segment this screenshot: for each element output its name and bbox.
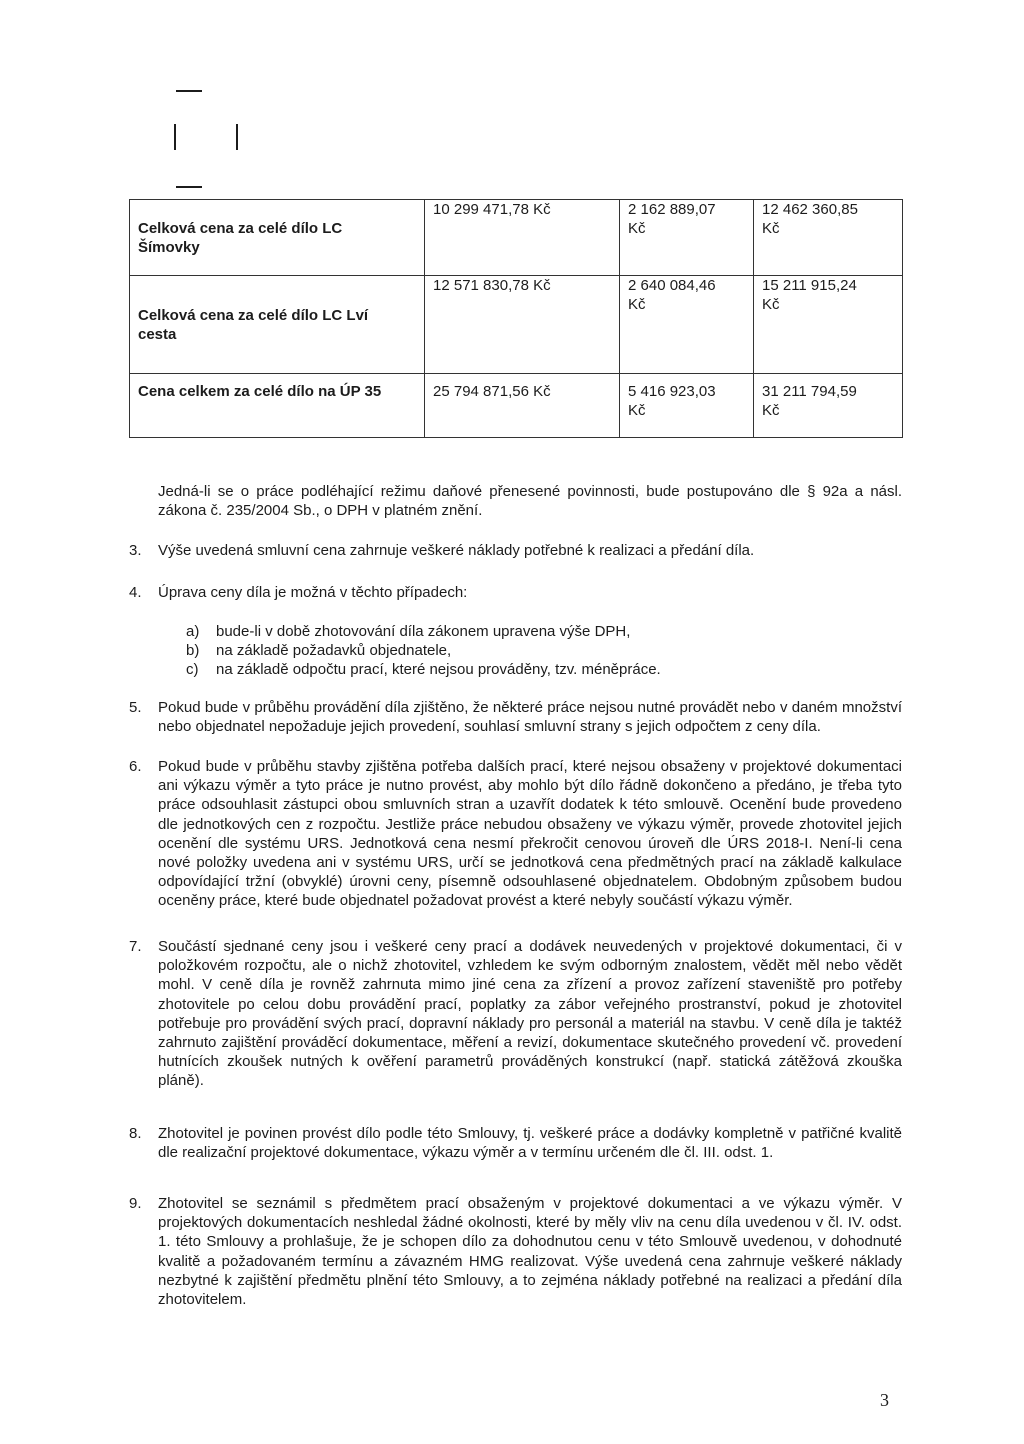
sub-item-letter: c) — [186, 661, 199, 678]
sub-item-letter: a) — [186, 623, 200, 640]
item-text: Zhotovitel se seznámil s předmětem prací obsaženým v projektové dokumentaci a ve výkazu výměr. V projektových dokumentacích neshledal žádné okolnosti, které by měly vliv na cenu díla uvedenou v čl. IV. odst. 1. této Smlouvy a prohlašuje, že je schopen dílo za dohodnutou cenu v této Smlouvě uvedenou, v dohodnuté kvalitě a požadovaném termínu a závazném HMG realizovat. Výše uvedená cena zahrnuje veškeré náklady nezbytné k zajištění předmětu plnění této Smlouvy, a to zejména náklady potřebné na realizaci a předání díla zhotovitelem. — [158, 1195, 902, 1309]
item-number: 8. — [129, 1125, 142, 1142]
scan-mark-top — [176, 90, 202, 92]
sub-item-letter: b) — [186, 642, 200, 659]
item-text: Úprava ceny díla je možná v těchto případech: — [158, 584, 468, 601]
item-text: Součástí sjednané ceny jsou i veškeré ceny prací a dodávek neuvedených v projektové dokumentaci, či v položkovém rozpočtu, ale o nichž zhotovitel, vzhledem ke svým odborným znalostem, vědět měl nebo vědět mohl. V ceně díla je rovněž zahrnuta mimo jiné cena za zřízení a provoz zařízení staveniště pro potřeby zhotovitele po celou dobu provádění prací, poplatky za zábor veřejného prostranství, pokud je zhotovitel potřebuje pro provádění svých prací, dopravní náklady pro personál a materiál na stavbu. V ceně díla je taktéž zahrnuto zajištění prováděcí dokumentace, měření a revizí, dokumentace skutečného provedení vč. provedení hutnících zkoušek nutných k ověření parametrů prováděných konstrukcí (např. statická zátěžová zkouška pláně). — [158, 938, 902, 1090]
vat-amount: 5 416 923,03 Kč — [620, 374, 754, 438]
sub-item-text: na základě odpočtu prací, které nejsou prováděny, tzv. méněpráce. — [216, 661, 661, 678]
price-with-vat: 31 211 794,59 Kč — [754, 374, 903, 438]
sub-item-text: na základě požadavků objednatele, — [216, 642, 452, 659]
price-table — [129, 199, 903, 438]
price-without-vat: 25 794 871,56 Kč — [425, 374, 620, 438]
scan-mark-right — [236, 124, 238, 150]
vat-amount: 2 640 084,46 Kč — [620, 276, 754, 374]
item-text: Pokud bude v průběhu stavby zjištěna potřeba dalších prací, které nejsou obsaženy v projektové dokumentaci ani výkazu výměr a tyto práce je nutno provést, aby mohlo být dílo řádně dokončeno a předáno, je třeba tyto práce odsouhlasit zástupci obou smluvních stran a uzavřít dodatek k této smlouvě. Ocenění bude provedeno dle jednotkových cen z rozpočtu. Jestliže práce nebudou obsaženy ve výkazu výměr, provede zhotovitel jejich ocenění dle systému URS. Jednotková cena nesmí překročit cenovou úroveň dle ÚRS 2018-I. Není-li cena nové položky uvedena ani v systému URS, určí se jednotková cena předmětných prací na základě kalkulace odpovídající tržní (obvyklé) úrovni ceny, písemně odsouhlasené objednatelem. Obdobným způsobem budou oceněny práce, které bude objednatel požadovat provést a které nebyly součástí výkazu výměr. — [158, 758, 902, 910]
price-without-vat: 12 571 830,78 Kč — [425, 276, 620, 374]
intro-paragraph: Jedná-li se o práce podléhající režimu daňové přenesené povinnosti, bude postupováno dle § 92a a násl. zákona č. 235/2004 Sb., o DPH v platném znění. — [158, 483, 902, 520]
scan-mark-left — [174, 124, 176, 150]
table-row — [130, 374, 903, 438]
item-number: 9. — [129, 1195, 142, 1212]
vat-amount: 2 162 889,07 Kč — [620, 200, 754, 276]
item-text: Výše uvedená smluvní cena zahrnuje veškeré náklady potřebné k realizaci a předání díla. — [158, 542, 755, 559]
item-text: Pokud bude v průběhu provádění díla zjištěno, že některé práce nejsou nutné provádět nebo v daném množství nebo objednatel nepožaduje jejich provedení, souhlasí smluvní strany s jejich odpočtem z ceny díla. — [158, 699, 902, 736]
item-number: 6. — [129, 758, 142, 775]
item-number: 5. — [129, 699, 142, 716]
row-label: Celková cena za celé dílo LC Šímovky — [130, 200, 425, 276]
item-number: 7. — [129, 938, 142, 955]
sub-item-text: bude-li v době zhotovování díla zákonem upravena výše DPH, — [216, 623, 631, 640]
table-row — [130, 200, 903, 276]
page-number: 3 — [880, 1390, 889, 1410]
price-with-vat: 12 462 360,85 Kč — [754, 200, 903, 276]
row-label: Celková cena za celé dílo LC Lví cesta — [130, 276, 425, 374]
price-without-vat: 10 299 471,78 Kč — [425, 200, 620, 276]
price-with-vat: 15 211 915,24 Kč — [754, 276, 903, 374]
item-number: 3. — [129, 542, 142, 559]
item-number: 4. — [129, 584, 142, 601]
table-row — [130, 276, 903, 374]
row-label: Cena celkem za celé dílo na ÚP 35 — [130, 374, 425, 438]
item-text: Zhotovitel je povinen provést dílo podle této Smlouvy, tj. veškeré práce a dodávky kompletně v patřičné kvalitě dle realizační projektové dokumentace, výkazu výměr a v termínu určeném dle čl. III. odst. 1. — [158, 1125, 902, 1162]
scan-mark-bottom — [176, 186, 202, 188]
